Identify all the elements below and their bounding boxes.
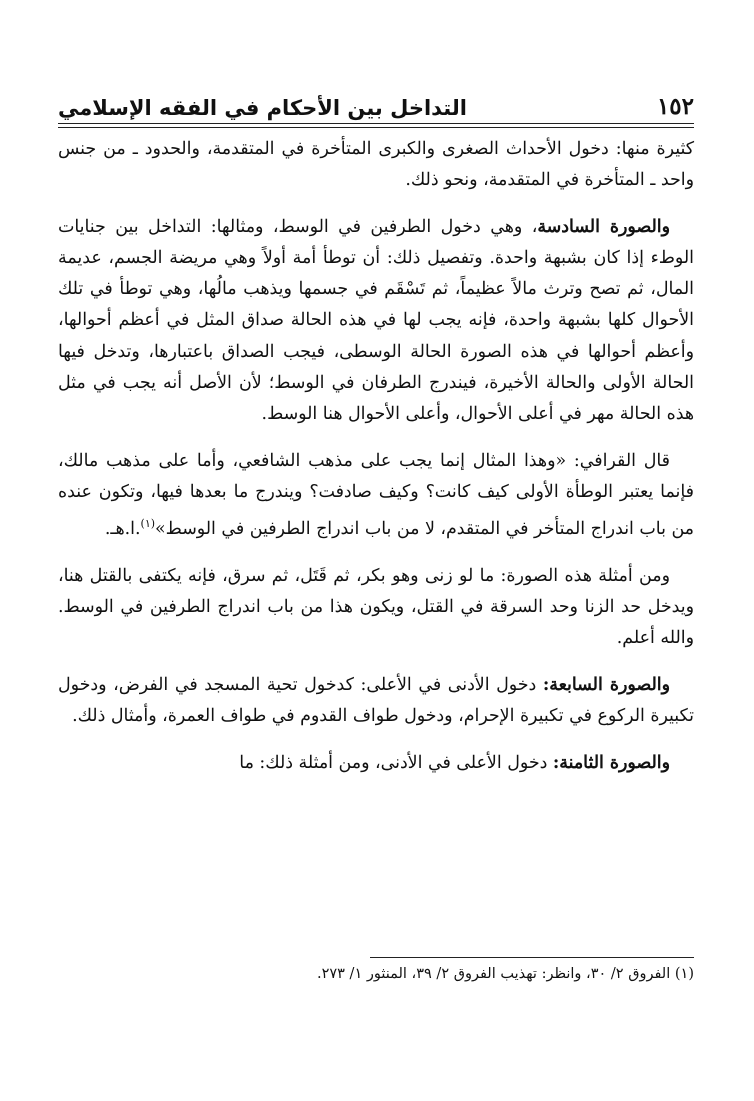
- paragraph: [58, 134, 694, 196]
- footnote-reference[interactable]: (١): [140, 517, 156, 531]
- running-title: التداخل بين الأحكام في الفقه الإسلامي: [58, 96, 467, 120]
- paragraph-text: كثيرة منها: دخول الأحداث الصغرى والكبرى المتأخرة في المتقدمة، والحدود ـ من جنس واحد ـ المتأخرة في المتقدمة، ونحو ذلك.: [58, 139, 694, 191]
- page-header: [58, 72, 694, 120]
- paragraph-text: قال القرافي: «وهذا المثال إنما يجب على مذهب الشافعي، وأما على مذهب مالك، فإنما يعتبر الوطأة الأولى كيف كانت؟ وكيف صادفت؟ ويندرج ما بعدها فيها، وتكون عنده من باب اندراج المتأخر في المتقدم، لا من باب اندراج الطرفين في الوسط»: [58, 450, 694, 539]
- paragraph-text-end: .ا.هـ.: [104, 518, 141, 539]
- paragraph-text: ، وهي دخول الطرفين في الوسط، ومثالها: التداخل بين جنايات الوطء إذا كان بشبهة واحدة. وتفصيل ذلك: أن توطأ أمة أولاً وهي مريضة الجسم، عديمة المال، ثم تصح وترث مالاً عظيماً، ثم تَسْقَم في جسمها ويذهب مالُها، وهي توطأ في تلك الأحوال كلها بشبهة واحدة، فإنه يجب لها في هذه الحالة صداق المثل في أعظم أحوالها، وأعظم أحوالها في هذه الصورة الحالة الوسطى، فيجب الصداق باعتبارها، وتدخل فيها الحالة الأولى والحالة الأخيرة، فيندرج الطرفان في الوسط؛ لأن الأصل أنه يجب في مثل هذه الحالة مهر في أعلى الأحوال، وأعلى الأحوال هنا الوسط.: [58, 217, 694, 424]
- paragraph: [58, 561, 694, 654]
- paragraph: [58, 212, 694, 430]
- paragraph: [58, 748, 694, 779]
- paragraph-text: دخول الأدنى في الأعلى: كدخول تحية المسجد في الفرض، ودخول تكبيرة الركوع في تكبيرة الإحرام، ودخول طواف القدوم في طواف العمرة، وأمثال ذلك.: [58, 675, 694, 727]
- page-number: ١٥٢: [656, 93, 694, 120]
- footnote-marker: (١): [674, 966, 694, 982]
- footnote-text: الفروق ٢/ ٣٠، وانظر: تهذيب الفروق ٢/ ٣٩، المنثور ١/ ٢٧٣.: [316, 966, 671, 982]
- section-heading: والصورة الثامنة:: [552, 753, 670, 774]
- section-heading: والصورة السادسة: [537, 217, 670, 238]
- footnote: [58, 960, 694, 988]
- footnote-separator: [370, 957, 694, 958]
- paragraph: [58, 670, 694, 732]
- paragraph-text: ومن أمثلة هذه الصورة: ما لو زنى وهو بكر، ثم قَتَل، ثم سرق، فإنه يكتفى بالقتل هنا، ويدخل حد الزنا وحد السرقة في القتل، ويكون هذا من باب اندراج الطرفين في الوسط. والله أعلم.: [58, 565, 694, 649]
- paragraph-text: دخول الأعلى في الأدنى، ومن أمثلة ذلك: ما: [239, 753, 553, 774]
- paragraph: [58, 446, 694, 545]
- main-text: [58, 134, 694, 779]
- section-heading: والصورة السابعة:: [542, 675, 670, 696]
- header-rule: [58, 123, 694, 128]
